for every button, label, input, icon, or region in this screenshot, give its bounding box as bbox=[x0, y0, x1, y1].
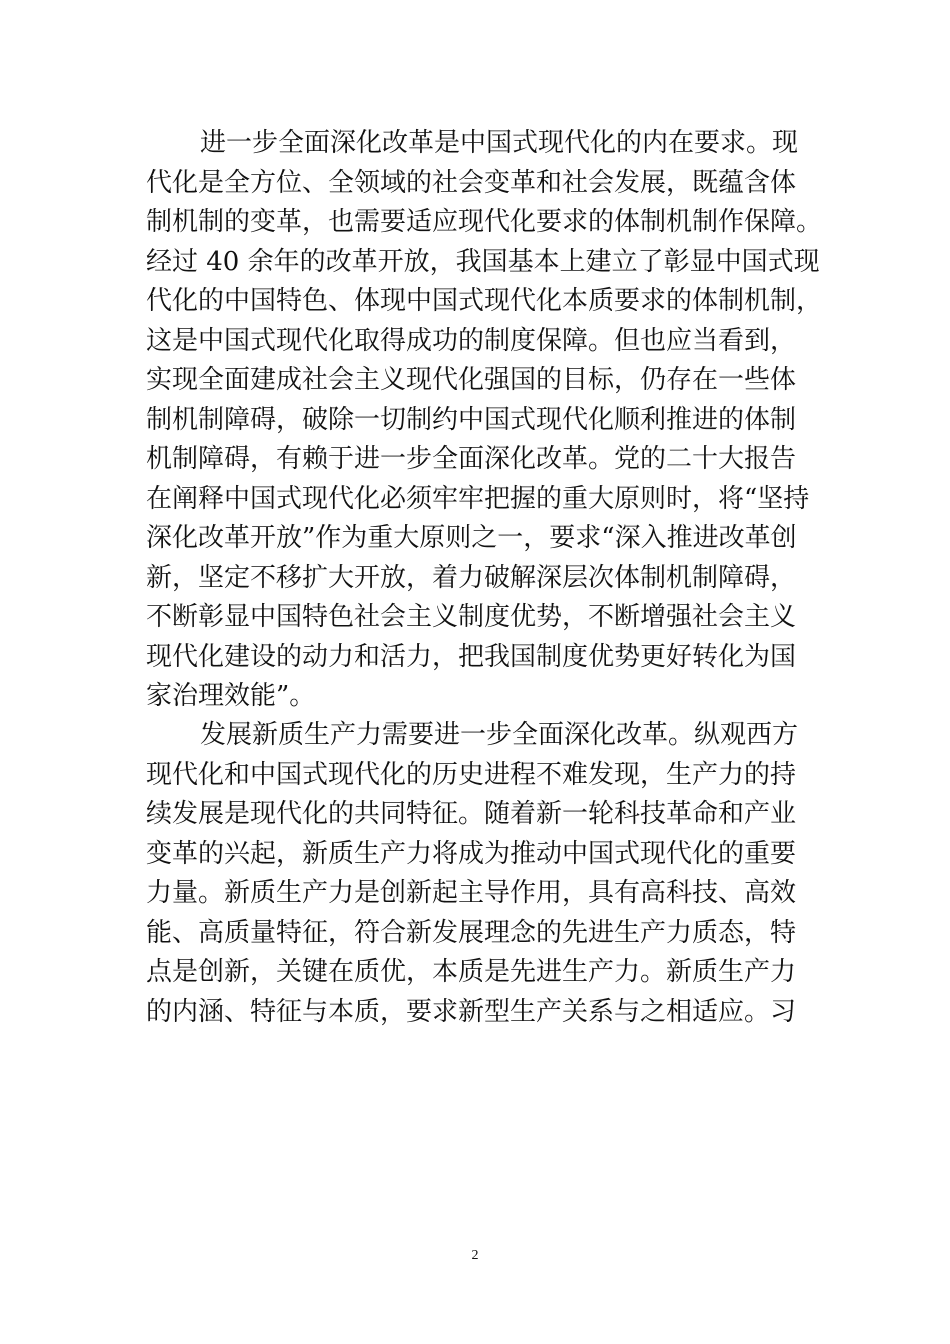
text-line: 机制障碍，有赖于进一步全面深化改革。党的二十大报告 bbox=[146, 444, 797, 474]
text-line: 不断彰显中国特色社会主义制度优势，不断增强社会主义 bbox=[146, 602, 797, 632]
text-line: 变革的兴起，新质生产力将成为推动中国式现代化的重要 bbox=[146, 838, 797, 869]
paragraph-reform-requirement bbox=[146, 124, 823, 717]
text-line: 新，坚定不移扩大开放，着力破解深层次体制机制障碍， bbox=[146, 562, 797, 593]
text-line: 经过 40 余年的改革开放，我国基本上建立了彰显中国式现 bbox=[146, 246, 820, 277]
text-line: 进一步全面深化改革是中国式现代化的内在要求。现 bbox=[200, 128, 799, 158]
text-line: 实现全面建成社会主义现代化强国的目标，仍存在一些体 bbox=[146, 365, 797, 395]
text-line: 代化是全方位、全领域的社会变革和社会发展，既蕴含体 bbox=[146, 167, 797, 198]
text-line: 能、高质量特征，符合新发展理念的先进生产力质态，特 bbox=[146, 917, 797, 948]
text-line: 点是创新，关键在质优，本质是先进生产力。新质生产力 bbox=[146, 957, 797, 987]
text-line: 现代化和中国式现代化的历史进程不难发现，生产力的持 bbox=[146, 759, 797, 790]
paragraph-new-productivity bbox=[146, 716, 806, 1032]
text-line: 续发展是现代化的共同特征。随着新一轮科技革命和产业 bbox=[146, 799, 797, 829]
page-number: 2 bbox=[471, 1248, 479, 1263]
text-line: 深化改革开放”作为重大原则之一，要求“深入推进改革创 bbox=[146, 523, 797, 553]
text-line: 的内涵、特征与本质，要求新型生产关系与之相适应。习 bbox=[146, 996, 797, 1027]
text-line: 家治理效能”。 bbox=[146, 681, 316, 711]
text-line: 现代化建设的动力和活力，把我国制度优势更好转化为国 bbox=[146, 641, 797, 672]
text-line: 这是中国式现代化取得成功的制度保障。但也应当看到， bbox=[146, 325, 797, 356]
text-line: 制机制的变革，也需要适应现代化要求的体制机制作保障。 bbox=[146, 207, 823, 237]
text-line: 发展新质生产力需要进一步全面深化改革。纵观西方 bbox=[200, 720, 799, 750]
text-line: 在阐释中国式现代化必须牢牢把握的重大原则时，将“坚持 bbox=[146, 483, 810, 514]
text-line: 代化的中国特色、体现中国式现代化本质要求的体制机制， bbox=[146, 286, 823, 316]
text-line: 力量。新质生产力是创新起主导作用，具有高科技、高效 bbox=[146, 878, 797, 908]
text-line: 制机制障碍，破除一切制约中国式现代化顺利推进的体制 bbox=[146, 404, 797, 435]
